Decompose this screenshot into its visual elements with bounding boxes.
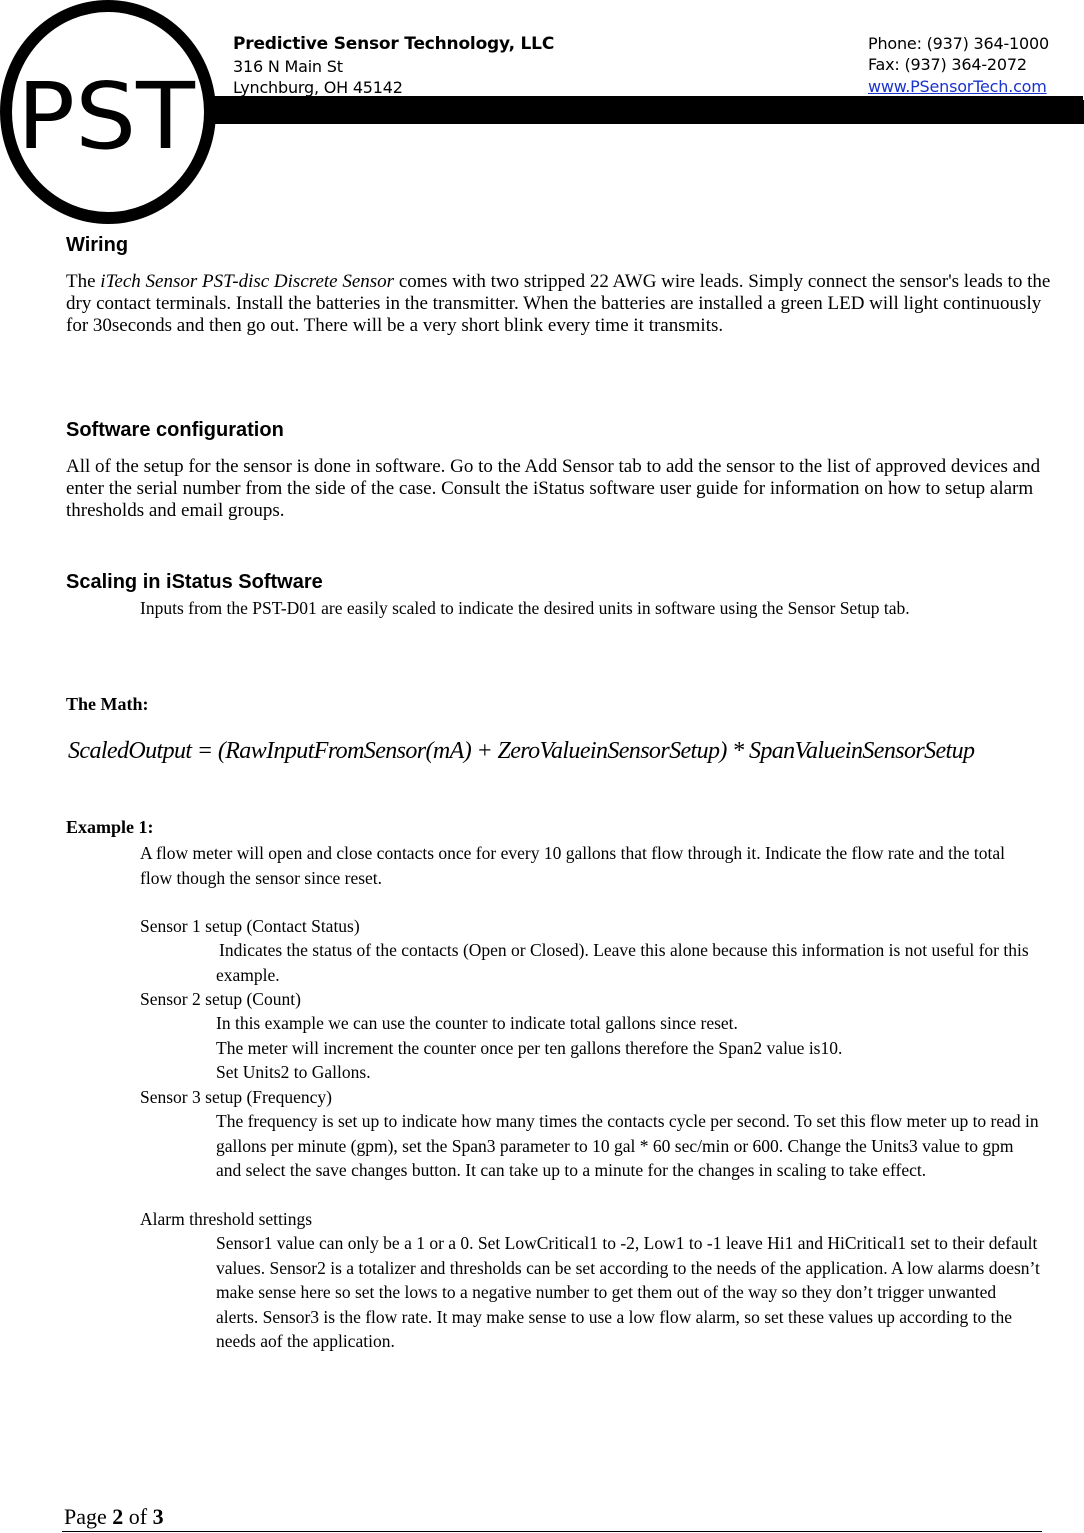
example-heading: Example 1:	[66, 817, 154, 837]
company-fax: Fax: (937) 364-2072	[868, 55, 1027, 74]
company-name: Predictive Sensor Technology, LLC	[233, 34, 555, 54]
company-address-2: Lynchburg, OH 45142	[233, 78, 403, 97]
header-bar	[205, 100, 1084, 124]
scaling-paragraph: Inputs from the PST-D01 are easily scaled to indicate the desired units in software using the Sensor Setup tab.	[140, 598, 910, 618]
sensor2-line-2: The meter will increment the counter once per ten gallons therefore the Span2 value is10.	[216, 1038, 843, 1058]
company-website-link[interactable]: www.PSensorTech.com	[868, 77, 1047, 96]
math-heading: The Math:	[66, 694, 149, 714]
sensor2-line-1: In this example we can use the counter to indicate total gallons since reset.	[216, 1013, 738, 1033]
logo-text: PST	[17, 63, 196, 170]
sensor1-text: Indicates the status of the contacts (Open or Closed). Leave this alone because this information is not useful for this example.	[216, 940, 1029, 985]
wiring-paragraph: The iTech Sensor PST-disc Discrete Sensor comes with two stripped 22 AWG wire leads. Simply connect the sensor's leads to the dry contact terminals. Install the batteries in the transmitter. When the batteries are installed a green LED will light continuously for 30seconds and then go out. There will be a very short blink every time it transmits.	[66, 271, 1051, 336]
sensor3-text: The frequency is set up to indicate how many times the contacts cycle per second. To set this flow meter up to read in gallons per minute (gpm), set the Span3 parameter to 10 gal * 60 sec/min or 600. Change the Units3 value to gpm and select the save changes button. It can take up to a minute for the changes in scaling to take effect.	[216, 1111, 1039, 1180]
page-number: Page 2 of 3	[64, 1504, 164, 1529]
pst-logo	[0, 0, 218, 225]
scaling-heading: Scaling in iStatus Software	[66, 571, 323, 593]
sensor3-title: Sensor 3 setup (Frequency)	[140, 1087, 332, 1107]
sensor1-title: Sensor 1 setup (Contact Status)	[140, 916, 360, 936]
company-phone: Phone: (937) 364-1000	[868, 34, 1049, 53]
footer-rule	[62, 1531, 1042, 1532]
software-paragraph: All of the setup for the sensor is done in software. Go to the Add Sensor tab to add the sensor to the list of approved devices and enter the serial number from the side of the case. Consult the iStatus software user guide for information on how to setup alarm thresholds and email groups.	[66, 456, 1041, 521]
sensor2-line-3: Set Units2 to Gallons.	[216, 1062, 371, 1082]
company-address-1: 316 N Main St	[233, 57, 343, 76]
example-intro: A flow meter will open and close contacts once for every 10 gallons that flow through it. Indicate the flow rate and the total flow though the sensor since reset.	[140, 843, 1006, 888]
scaling-formula: ScaledOutput = (RawInputFromSensor(mA) + ZeroValueinSensorSetup) * SpanValueinSensorSetup	[68, 738, 975, 764]
software-heading: Software configuration	[66, 419, 284, 441]
alarm-text: Sensor1 value can only be a 1 or a 0. Set LowCritical1 to -2, Low1 to -1 leave Hi1 and HiCritical1 set to their default values. Sensor2 is a totalizer and thresholds can be set according to the needs of the application. A low alarms doesn’t make sense here so set the lows to a negative number to get them out of the way so they don’t trigger unwanted alerts. Sensor3 is the flow rate. It may make sense to use a low flow alarm, so set these values up according to the needs aof the application.	[216, 1233, 1040, 1351]
sensor2-title: Sensor 2 setup (Count)	[140, 989, 301, 1009]
alarm-title: Alarm threshold settings	[140, 1209, 313, 1229]
sensor-product-name: iTech Sensor PST-disc Discrete Sensor	[100, 271, 395, 292]
wiring-heading: Wiring	[66, 234, 129, 256]
